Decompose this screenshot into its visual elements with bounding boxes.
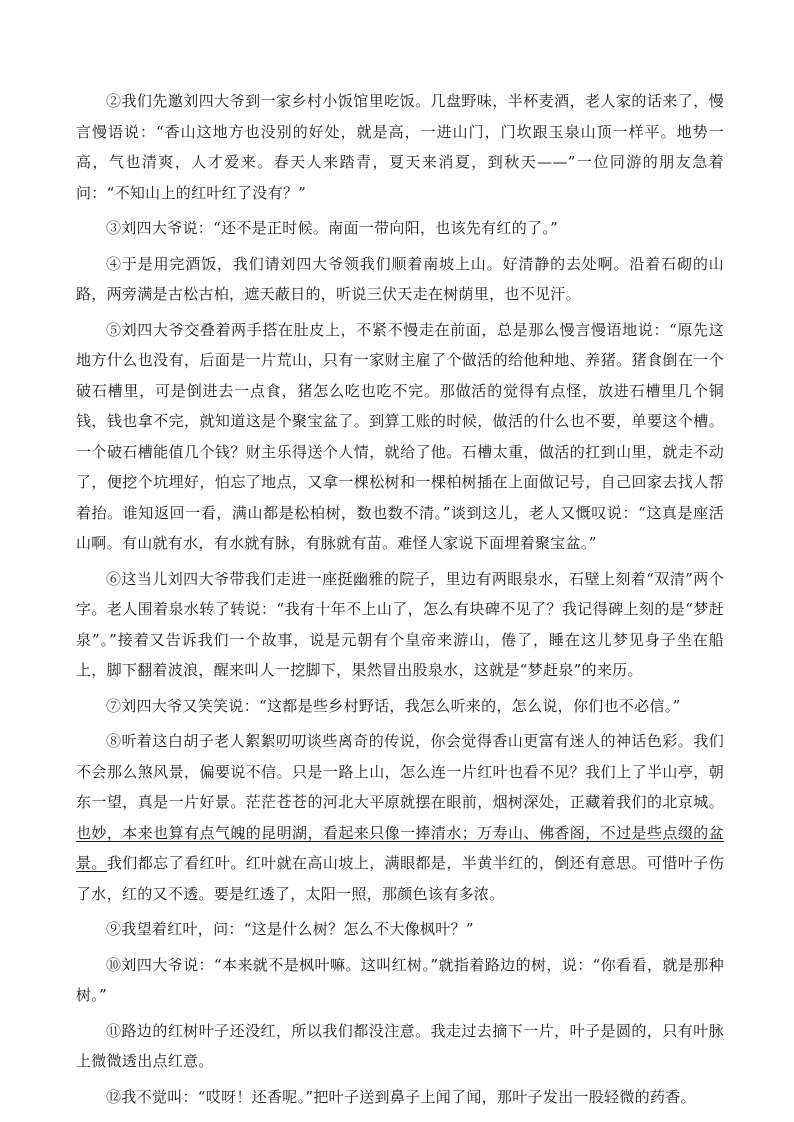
paragraph-text: ⑪路边的红树叶子还没红，所以我们都没注意。我走过去摘下一片，叶子是圆的，只有叶脉上微微透出点红意。 <box>76 1021 724 1070</box>
paragraph-6 <box>76 564 724 686</box>
document-page <box>76 86 724 1117</box>
paragraph-7 <box>76 691 724 722</box>
paragraph-text: ⑫我不觉叫：“哎呀！还香呢。”把叶子送到鼻子上闻了闻，那叶子发出一股轻微的药香。 <box>106 1087 696 1106</box>
paragraph-text: ⑧听着这白胡子老人絮絮叨叨谈些离奇的传说，你会觉得香山更富有迷人的神话色彩。我们不会那么煞风景，偏要说不信。只是一路上山，怎么连一片红叶也看不见？我们上了半山亭，朝东一望，真是一片好景。茫茫苍苍的河北大平原就摆在眼前，烟树深处，正藏着我们的北京城。 <box>76 732 724 811</box>
paragraph-text: ⑤刘四大爷交叠着两手搭在肚皮上，不紧不慢走在前面，总是那么慢言慢语地说：“原先这地方什么也没有，后面是一片荒山，只有一家财主雇了个做活的给他种地、养猪。猪食倒在一个破石槽里，可是倒进去一点食，猪怎么吃也吃不完。那做活的觉得有点怪，放进石槽里几个铜钱，钱也拿不完，就知道这是个聚宝盆了。到算工账的时候，做活的什么也不要，单要这个槽。一个破石槽能值几个钱？财主乐得送个人情，就给了他。石槽太重，做活的扛到山里，就走不动了，便挖个坑埋好，怕忘了地点，又拿一棵松树和一棵柏树插在上面做记号，自己回家去找人帮着抬。谁知返回一看，满山都是松柏树，数也数不清。”谈到这儿，老人又慨叹说：“这真是座活山啊。有山就有水，有水就有脉，有脉就有苗。难怪人家说下面埋着聚宝盆。” <box>76 320 724 552</box>
paragraph-5 <box>76 315 724 559</box>
paragraph-2 <box>76 86 724 208</box>
paragraph-10 <box>76 950 724 1011</box>
paragraph-4 <box>76 249 724 310</box>
paragraph-9 <box>76 914 724 945</box>
paragraph-11 <box>76 1016 724 1077</box>
paragraph-text: ⑦刘四大爷又笑笑说：“这都是些乡村野话，我怎么听来的，怎么说，你们也不必信。” <box>106 696 681 715</box>
paragraph-8 <box>76 726 724 909</box>
paragraph-text: ②我们先邀刘四大爷到一家乡村小饭馆里吃饭。几盘野味，半杯麦酒，老人家的话来了，慢言慢语说：“香山这地方也没别的好处，就是高，一进山门，门坎跟玉泉山顶一样平。地势一高，气也清爽，人才爱来。春天人来踏青，夏天来消夏，到秋天——”一位同游的朋友急着问：“不知山上的红叶红了没有？” <box>76 92 724 202</box>
paragraph-text: ③刘四大爷说：“还不是正时候。南面一带向阳，也该先有红的了。” <box>106 219 559 237</box>
paragraph-12 <box>76 1082 724 1113</box>
paragraph-text: 我们都忘了看红叶。红叶就在高山坡上，满眼都是，半黄半红的，倒还有意思。可惜叶子伤了水，红的又不透。要是红透了，太阳一照，那颜色该有多浓。 <box>76 854 724 903</box>
paragraph-text: ⑥这当儿刘四大爷带我们走进一座挺幽雅的院子，里边有两眼泉水，石壁上刻着“双清”两个字。老人围着泉水转了转说：“我有十年不上山了，怎么有块碑不见了？我记得碑上刻的是“梦赶泉”。”接着又告诉我们一个故事，说是元朝有个皇帝来游山，倦了，睡在这儿梦见身子坐在船上，脚下翻着波浪，醒来叫人一挖脚下，果然冒出股泉水，这就是“梦赶泉”的来历。 <box>76 569 724 679</box>
underlined-sentence: 也妙，本来也算有点气魄的昆明湖，看起来只像一捧清水；万寿山、佛香阁，不过是些点缀的盆景。 <box>76 823 724 872</box>
paragraph-text: ⑨我望着红叶，问：“这是什么树？怎么不大像枫叶？” <box>106 920 474 938</box>
paragraph-text: ⑩刘四大爷说：“本来就不是枫叶嘛。这叫红树。”就指着路边的树，说：“你看看，就是那种树。” <box>76 955 724 1004</box>
paragraph-text: ④于是用完酒饭，我们请刘四大爷领我们顺着南坡上山。好清静的去处啊。沿着石砌的山路，两旁满是古松古柏，遮天蔽日的，听说三伏天走在树荫里，也不见汗。 <box>76 254 724 303</box>
paragraph-3 <box>76 213 724 244</box>
